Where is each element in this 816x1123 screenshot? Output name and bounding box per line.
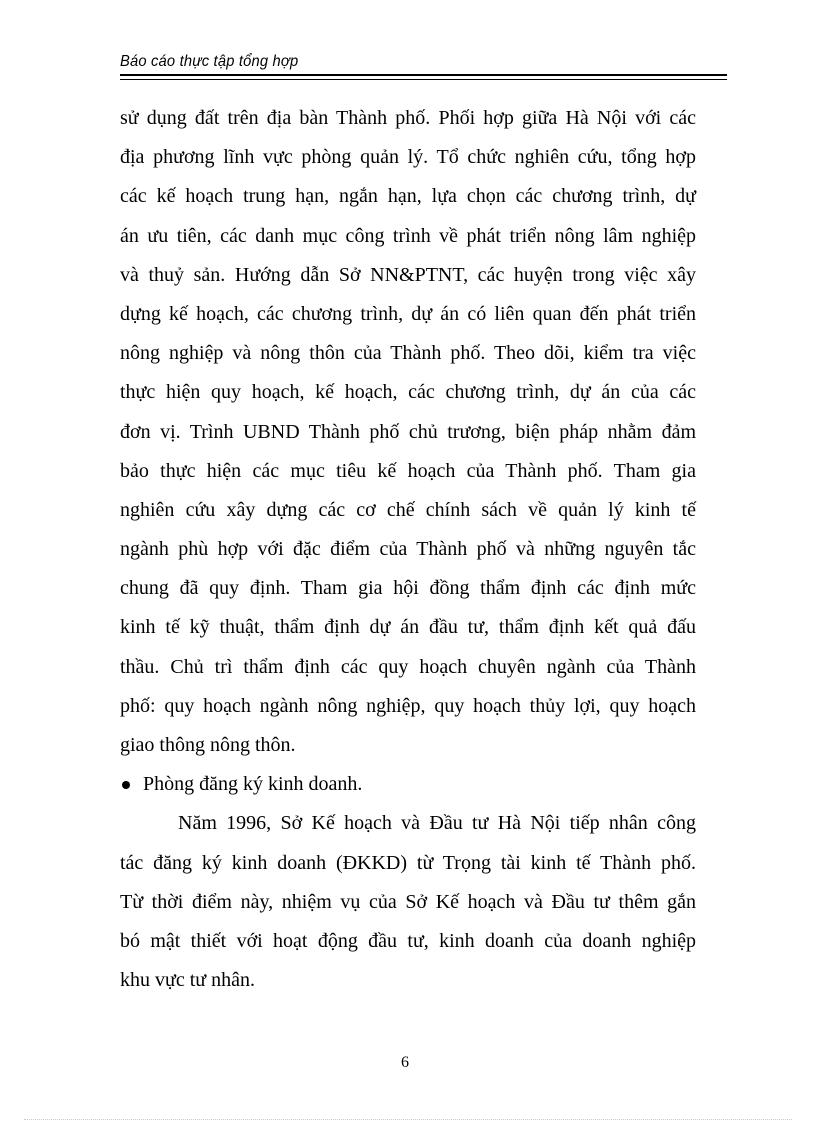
text-line: án ưu tiên, các danh mục công trình về phát triển nông lâm nghiệp <box>120 224 696 247</box>
text-line: thầu. Chủ trì thẩm định các quy hoạch chuyên ngành của Thành <box>120 655 696 678</box>
text-line: và thuỷ sản. Hướng dẫn Sở NN&PTNT, các huyện trong việc xây <box>120 263 696 286</box>
page-header <box>120 52 727 72</box>
bullet-dot-icon <box>122 781 130 789</box>
text-line: phố: quy hoạch ngành nông nghiệp, quy hoạch thủy lợi, quy hoạch <box>120 694 696 717</box>
text-line: sử dụng đất trên địa bàn Thành phố. Phối hợp giữa Hà Nội với các <box>120 107 696 129</box>
document-body <box>120 99 696 1000</box>
text-line: tác đăng ký kinh doanh (ĐKKD) từ Trọng tài kinh tế Thành phố. <box>120 851 696 874</box>
text-line: kinh tế kỹ thuật, thẩm định dự án đầu tư, thẩm định kết quả đấu <box>120 616 696 639</box>
text-line: Năm 1996, Sở Kế hoạch và Đầu tư Hà Nội tiếp nhân công <box>178 812 696 835</box>
header-rule-thin <box>120 79 727 80</box>
text-line: địa phương lĩnh vực phòng quản lý. Tổ chức nghiên cứu, tổng hợp <box>120 146 696 169</box>
text-line: nông nghiệp và nông thôn của Thành phố. Theo dõi, kiểm tra việc <box>120 342 696 365</box>
text-line: bảo thực hiện các mục tiêu kế hoạch của Thành phố. Tham gia <box>120 459 696 482</box>
text-line: ngành phù hợp với đặc điểm của Thành phố và những nguyên tắc <box>120 538 696 561</box>
text-line: nghiên cứu xây dựng các cơ chế chính sách về quản lý kinh tế <box>120 498 696 521</box>
text-line: bó mật thiết với hoạt động đầu tư, kinh doanh của doanh nghiệp <box>120 929 696 952</box>
paragraph-1 <box>120 99 696 765</box>
header-title: Báo cáo thực tập tổng hợp <box>120 53 299 70</box>
text-line: chung đã quy định. Tham gia hội đồng thẩm định các định mức <box>120 577 696 600</box>
header-rule-thick <box>120 74 727 76</box>
page-number: 6 <box>401 1054 409 1071</box>
text-line: dựng kế hoạch, các chương trình, dự án có liên quan đến phát triển <box>120 302 696 325</box>
text-line: thực hiện quy hoạch, kế hoạch, các chương trình, dự án của các <box>120 381 696 404</box>
page-bottom-border <box>24 1119 792 1120</box>
bullet-text: Phòng đăng ký kinh doanh. <box>143 773 363 796</box>
text-line: Từ thời điểm này, nhiệm vụ của Sở Kế hoạch và Đầu tư thêm gắn <box>120 890 696 913</box>
text-line: các kế hoạch trung hạn, ngắn hạn, lựa chọn các chương trình, dự <box>120 185 696 208</box>
paragraph-2 <box>120 804 696 1000</box>
text-line: giao thông nông thôn. <box>120 734 296 756</box>
bullet-item <box>120 765 696 804</box>
text-line: khu vực tư nhân. <box>120 969 255 992</box>
text-line: đơn vị. Trình UBND Thành phố chủ trương, biện pháp nhằm đảm <box>120 420 696 443</box>
